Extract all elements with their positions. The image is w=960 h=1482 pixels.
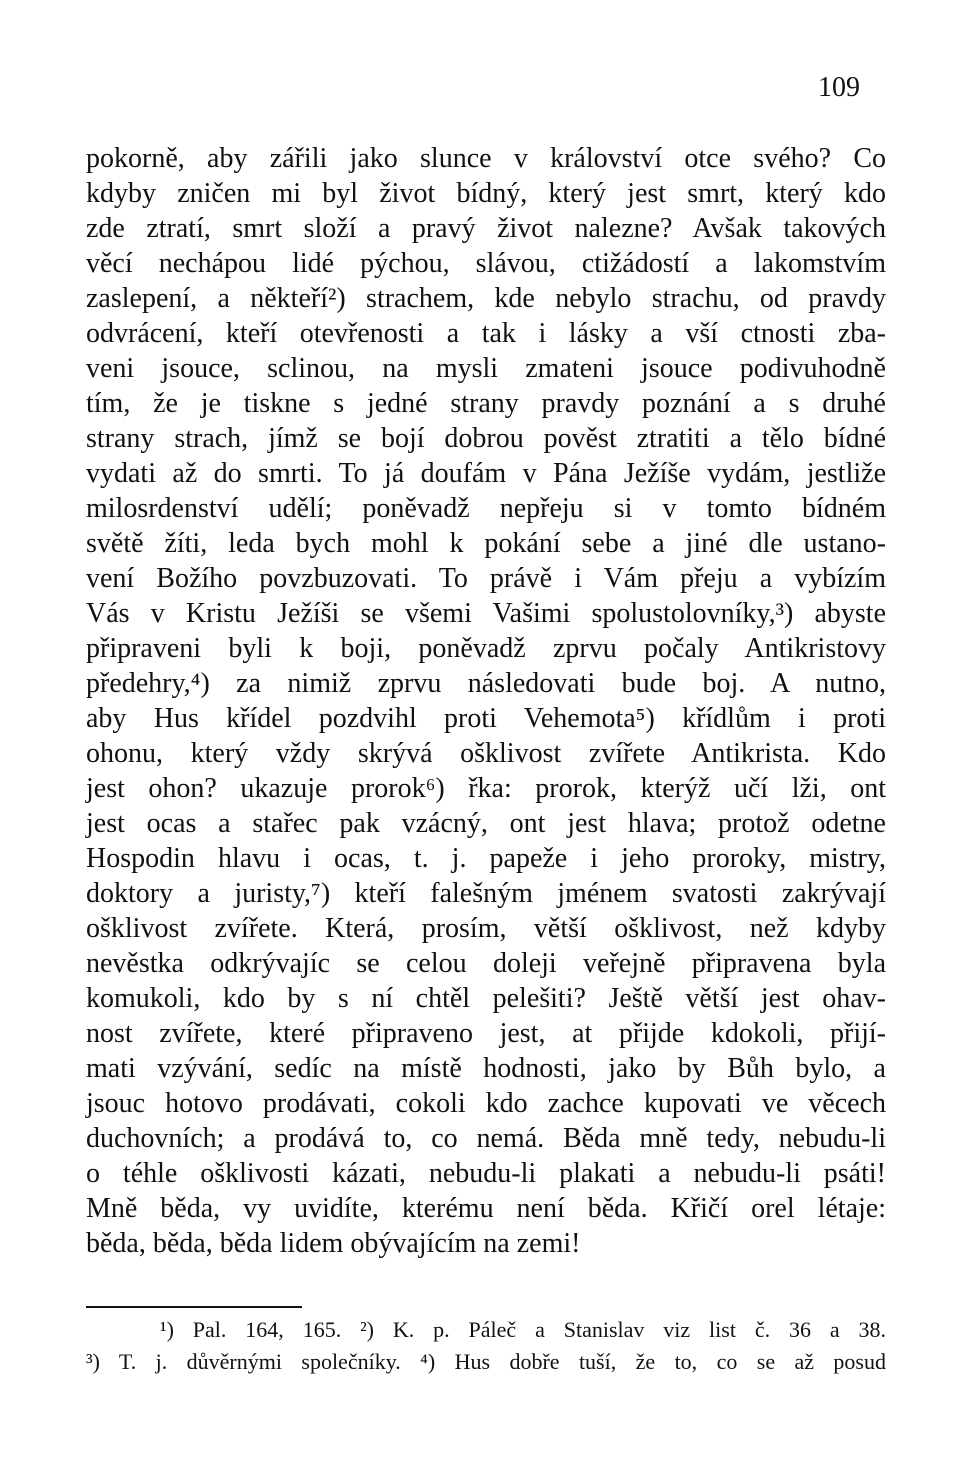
footnote-separator (86, 1306, 302, 1308)
text-line: jest ocas a stařec pak vzácný, ont jest hlava; protož odetne (86, 808, 886, 839)
text-line: o téhle ošklivosti kázati, nebudu-li plakati a nebudu-li psáti! (86, 1158, 886, 1189)
text-line: komukoli, kdo by s ní chtěl pelešiti? Ještě větší jest ohav- (86, 983, 886, 1014)
text-line: aby Hus křídel pozdvihl proti Vehemota⁵) křídlům i proti (86, 703, 886, 734)
text-line: připraveni byli k boji, poněvadž zprvu počaly Antikristovy (86, 633, 886, 664)
text-line: strany strach, jímž se bojí dobrou pověst ztratiti a tělo bídné (86, 423, 886, 454)
text-line: ošklivost zvířete. Která, prosím, větší ošklivost, než kdyby (86, 913, 886, 944)
text-line: předehry,⁴) za nimiž zprvu následovati bude boj. A nutno, (86, 668, 886, 699)
text-line: zaslepení, a někteří²) strachem, kde nebylo strachu, od pravdy (86, 283, 886, 314)
text-line: odvrácení, kteří otevřenosti a tak i lásky a vší ctnosti zba- (86, 318, 886, 349)
text-line: vydati až do smrti. To já doufám v Pána Ježíše vydám, jestliže (86, 458, 886, 489)
text-line: ohonu, který vždy skrývá ošklivost zvířete Antikrista. Kdo (86, 738, 886, 769)
footnote-line: ³) T. j. důvěrnými společníky. ⁴) Hus dobře tuší, že to, co se až posud (86, 1349, 886, 1374)
footnote-line: ¹) Pal. 164, 165. ²) K. p. Páleč a Stanislav viz list č. 36 a 38. (160, 1317, 886, 1342)
text-line: pokorně, aby zářili jako slunce v království otce svého? Co (86, 143, 886, 174)
page-number: 109 (818, 72, 860, 103)
text-line: běda, běda, běda lidem obývajícím na zemi! (86, 1228, 581, 1259)
text-line: mati vzývání, sedíc na místě hodnosti, jako by Bůh bylo, a (86, 1053, 886, 1084)
text-line: Hospodin hlavu i ocas, t. j. papeže i jeho proroky, mistry, (86, 843, 886, 874)
text-line: zde ztratí, smrt složí a pravý život nalezne? Avšak takových (86, 213, 886, 244)
text-line: duchovních; a prodává to, co nemá. Běda mně tedy, nebudu-li (86, 1123, 886, 1154)
text-line: nevěstka odkrývajíc se celou doleji veřejně připravena byla (86, 948, 886, 979)
text-line: Mně běda, vy uvidíte, kterému není běda. Křičí orel létaje: (86, 1193, 886, 1224)
text-line: nost zvířete, které připraveno jest, at přijde kdokoli, přijí- (86, 1018, 886, 1049)
text-line: kdyby zničen mi byl život bídný, který jest smrt, který kdo (86, 178, 886, 209)
text-line: tím, že je tiskne s jedné strany pravdy poznání a s druhé (86, 388, 886, 419)
footnotes (86, 1314, 886, 1378)
text-line: milosrdenství udělí; poněvadž nepřeju si v tomto bídném (86, 493, 886, 524)
text-line: jsouc hotovo prodávati, cokoli kdo zachce kupovati ve věcech (86, 1088, 886, 1119)
text-line: světě žíti, leda bych mohl k pokání sebe a jiné dle ustano- (86, 528, 886, 559)
text-line: Vás v Kristu Ježíši se všemi Vašimi spolustolovníky,³) abyste (86, 598, 886, 629)
text-line: věcí nechápou lidé pýchou, slávou, ctižádostí a lakomstvím (86, 248, 886, 279)
body-text (86, 141, 886, 1261)
text-line: doktory a juristy,⁷) kteří falešným jménem svatosti zakrývají (86, 878, 886, 909)
text-line: vení Božího povzbuzovati. To právě i Vám přeju a vybízím (86, 563, 886, 594)
text-line: veni jsouce, sclinou, na mysli zmateni jsouce podivuhodně (86, 353, 886, 384)
text-line: jest ohon? ukazuje prorok⁶) řka: prorok, kterýž učí lži, ont (86, 773, 886, 804)
